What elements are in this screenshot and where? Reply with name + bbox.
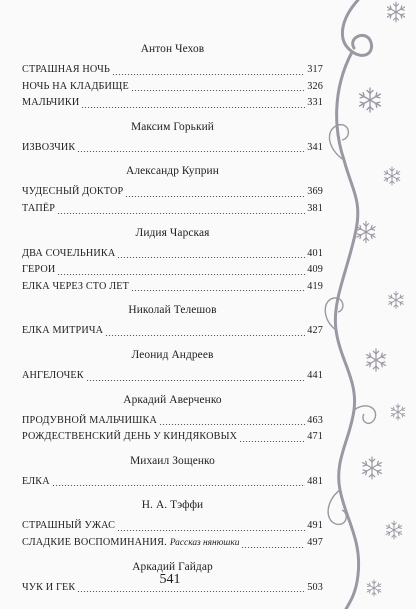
entry-page-number: 481 [307, 475, 323, 487]
entry-page-number: 317 [307, 64, 323, 75]
toc-entry [22, 140, 323, 157]
dot-leader [241, 547, 305, 548]
entry-title: ИЗВОЗЧИК [22, 141, 76, 153]
entry-title: СЛАДКИЕ ВОСПОМИНАНИЯ. [22, 536, 167, 548]
entry-page-number: 497 [307, 536, 323, 548]
toc-entry [22, 279, 323, 296]
toc-entry [22, 201, 323, 218]
entry-page-number: 503 [307, 581, 323, 593]
entry-title: ЧУК И ГЕК [22, 581, 76, 593]
toc-entry [22, 429, 323, 446]
toc-entry [22, 184, 323, 201]
entry-page-number: 419 [307, 280, 323, 292]
toc-entry [22, 368, 323, 385]
toc-entry [22, 62, 323, 79]
author-heading: Михаил Зощенко [130, 454, 215, 467]
dot-leader [112, 74, 305, 75]
entry-title: ДВА СОЧЕЛЬНИКА [22, 247, 116, 259]
author-heading: Аркадий Гайдар [132, 560, 213, 573]
entry-page-number: 381 [307, 202, 323, 214]
author-heading: Александр Куприн [126, 165, 219, 178]
dot-leader [125, 196, 305, 197]
dot-leader [105, 335, 305, 336]
entry-title: ЕЛКА ЧЕРЕЗ СТО ЛЕТ [22, 280, 130, 292]
entry-page-number: 331 [307, 97, 323, 109]
entry-page-number: 441 [307, 369, 323, 381]
entry-page-number: 463 [307, 414, 323, 426]
entry-title: МАЛЬЧИКИ [22, 97, 80, 109]
entry-title: ГЕРОИ [22, 264, 56, 276]
snowflake-ornament-border [318, 0, 416, 609]
dot-leader [57, 274, 305, 275]
entry-title: ЧУДЕСНЫЙ ДОКТОР [22, 186, 124, 198]
entry-title: СТРАШНАЯ НОЧЬ [22, 64, 110, 75]
entry-page-number: 401 [307, 247, 323, 259]
entry-title: НОЧЬ НА КЛАДБИЩЕ [22, 80, 129, 92]
author-heading: Лидия Чарская [135, 226, 210, 239]
entry-title: АНГЕЛОЧЕК [22, 369, 84, 381]
entry-page-number: 427 [307, 325, 323, 337]
table-of-contents [22, 40, 323, 596]
entry-title: СТРАШНЫЙ УЖАС [22, 520, 116, 532]
page-number: 541 [159, 572, 181, 587]
dot-leader [77, 591, 305, 592]
dot-leader [117, 530, 305, 531]
entry-title: ТАПЁР [22, 202, 56, 214]
entry-page-number: 369 [307, 186, 323, 198]
toc-entry [22, 95, 323, 112]
dot-leader [117, 257, 305, 258]
toc-entry [22, 413, 323, 430]
author-heading: Николай Телешов [128, 304, 217, 317]
author-heading: Леонид Андреев [131, 348, 214, 361]
author-heading: Н. А. Тэффи [141, 499, 204, 512]
entry-title: ПРОДУВНОЙ МАЛЬЧИШКА [22, 414, 157, 426]
toc-entry [22, 323, 323, 340]
dot-leader [131, 90, 305, 91]
entry-subtitle: Рассказ нянюшки [169, 537, 240, 548]
dot-leader [52, 485, 306, 486]
dot-leader [77, 151, 305, 152]
entry-page-number: 491 [307, 520, 323, 532]
toc-entry [22, 518, 323, 535]
dot-leader [81, 107, 305, 108]
dot-leader [86, 380, 306, 381]
entry-page-number: 326 [307, 80, 323, 92]
dot-leader [239, 441, 305, 442]
author-heading: Аркадий Аверченко [123, 393, 222, 406]
toc-entry [22, 79, 323, 96]
dot-leader [159, 424, 305, 425]
entry-page-number: 409 [307, 264, 323, 276]
dot-leader [131, 290, 305, 291]
toc-entry [22, 246, 323, 263]
toc-entry [22, 535, 323, 552]
dot-leader [57, 213, 305, 214]
entry-title: РОЖДЕСТВЕНСКИЙ ДЕНЬ У КИНДЯКОВЫХ [22, 431, 238, 443]
toc-entry [22, 262, 323, 279]
toc-entry [22, 474, 323, 491]
author-heading: Антон Чехов [140, 43, 205, 55]
entry-title: ЕЛКА МИТРИЧА [22, 325, 104, 337]
entry-page-number: 341 [307, 141, 323, 153]
entry-title: ЕЛКА [22, 475, 50, 487]
entry-page-number: 471 [307, 431, 323, 443]
author-heading: Максим Горький [131, 120, 214, 133]
